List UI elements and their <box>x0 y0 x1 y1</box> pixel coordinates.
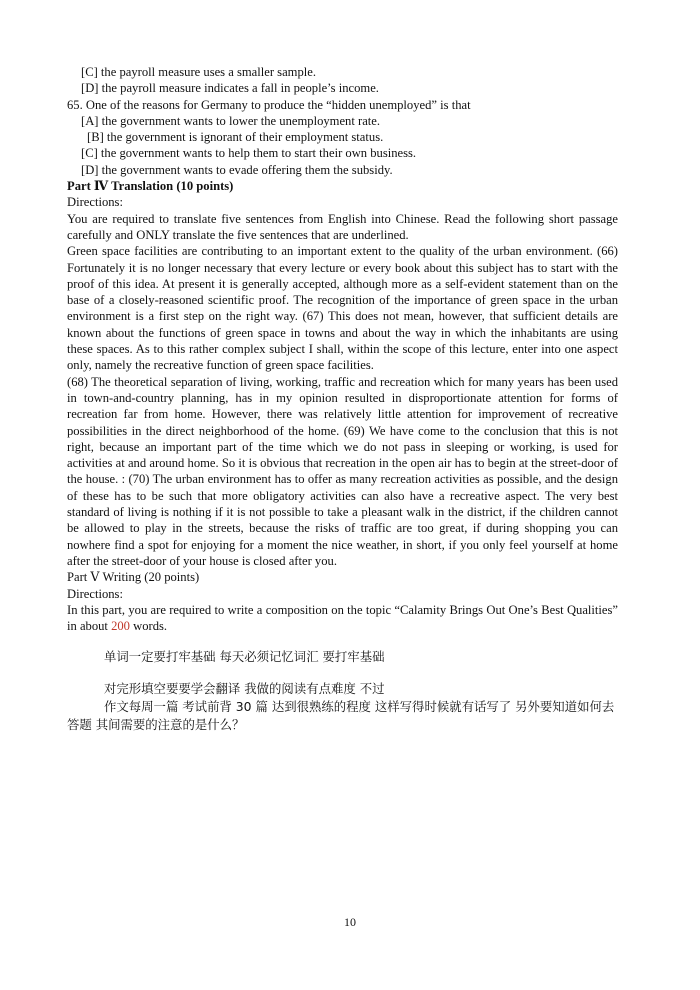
note-writing: 作文每周一篇 考试前背 30 篇 达到很熟练的程度 这样写得时候就有话写了 另外要知道如何去答题 其间需要的注意的是什么？ <box>67 699 615 733</box>
q64-option-d: [D] the payroll measure indicates a fall in people’s income. <box>81 81 379 96</box>
part4-directions: You are required to translate five sentences from English into Chinese. Read the following short passage carefully and ONLY translate the five sentences that are underlined. <box>67 211 618 242</box>
passage-paragraph-2: (68) The theoretical separation of living, working, traffic and recreation which for many years has been used in town-and-country planning, has in my opinion resulted in disproportionate attention for forms of recreation far from home. However, there was relatively little attention for improvement of recreative possibilities in the direct neighborhood of the home. (69) We have come to the conclusion that this is not right, because an important part of the time which we do not pass in sleeping or working, is used for activities at and around home. So it is obvious that recreation in the open air has to begin at the street-door of the house. : (70) The urban environment has to offer as many recreation activities as possible, and the design of these has to be such that more obligatory activities can also have a recreative aspect. The very best standard of living is nothing if it is not possible to take a pleasant walk in the district, if the children cannot be allowed to play in the streets, because the risks of traffic are too great, if during shopping you can nowhere find a spot for enjoying for a moment the nice weather, in short, if you only feel yourself at home after the street-door of your house is closed after you. <box>67 374 618 568</box>
part4-heading: Part Ⅳ Translation (10 points) <box>67 179 234 194</box>
passage-paragraph-1: Green space facilities are contributing to an important extent to the quality of the urban environment. (66) Fortunately it is no longer necessary that every lecture or every book about this subject has to start with the proof of this idea. At present it is generally accepted, although more as a self-evident statement than on the base of a closely-reasoned scientific proof. The recognition of the importance of green space in the urban environment is a first step on the right way. (67) This does not mean, however, that sufficient details are known about the functions of green space in towns and about the way in which the inhabitants are using these spaces. As to this rather complex subject I shall, within the scope of this lecture, enter into one aspect only, namely the recreative function of green space facilities. <box>67 244 618 373</box>
q64-option-c: [C] the payroll measure uses a smaller sample. <box>81 65 317 79</box>
part5-directions-end: words. <box>129 619 168 634</box>
q65-option-d: [D] the government wants to evade offering them the subsidy. <box>81 162 393 177</box>
q65-option-c: [C] the government wants to help them to start their own business. <box>81 146 417 161</box>
q65-option-a: [A] the government wants to lower the unemployment rate. <box>81 113 381 128</box>
page-number: 10 <box>344 915 356 929</box>
page-content <box>67 64 618 734</box>
part5-directions-text: In this part, you are required to write a composition on the topic “Calamity Brings Out One’s Best Qualities” in about <box>67 602 618 634</box>
q65-stem: 65. One of the reasons for Germany to produce the “hidden unemployed” is that <box>67 97 471 112</box>
part5-directions <box>67 602 618 635</box>
part5-heading: Part Ⅴ Writing (20 points) <box>67 570 200 585</box>
note-cloze: 对完形填空要要学会翻译 我做的阅读有点难度 不过 <box>104 681 385 697</box>
q65-option-b: [B] the government is ignorant of their employment status. <box>87 130 384 145</box>
note-vocabulary: 单词一定要打牢基础 每天必须记忆词汇 要打牢基础 <box>104 649 385 665</box>
part5-directions-label: Directions: <box>67 586 123 601</box>
part4-directions-label: Directions: <box>67 195 123 210</box>
word-count: 200 <box>111 619 130 634</box>
